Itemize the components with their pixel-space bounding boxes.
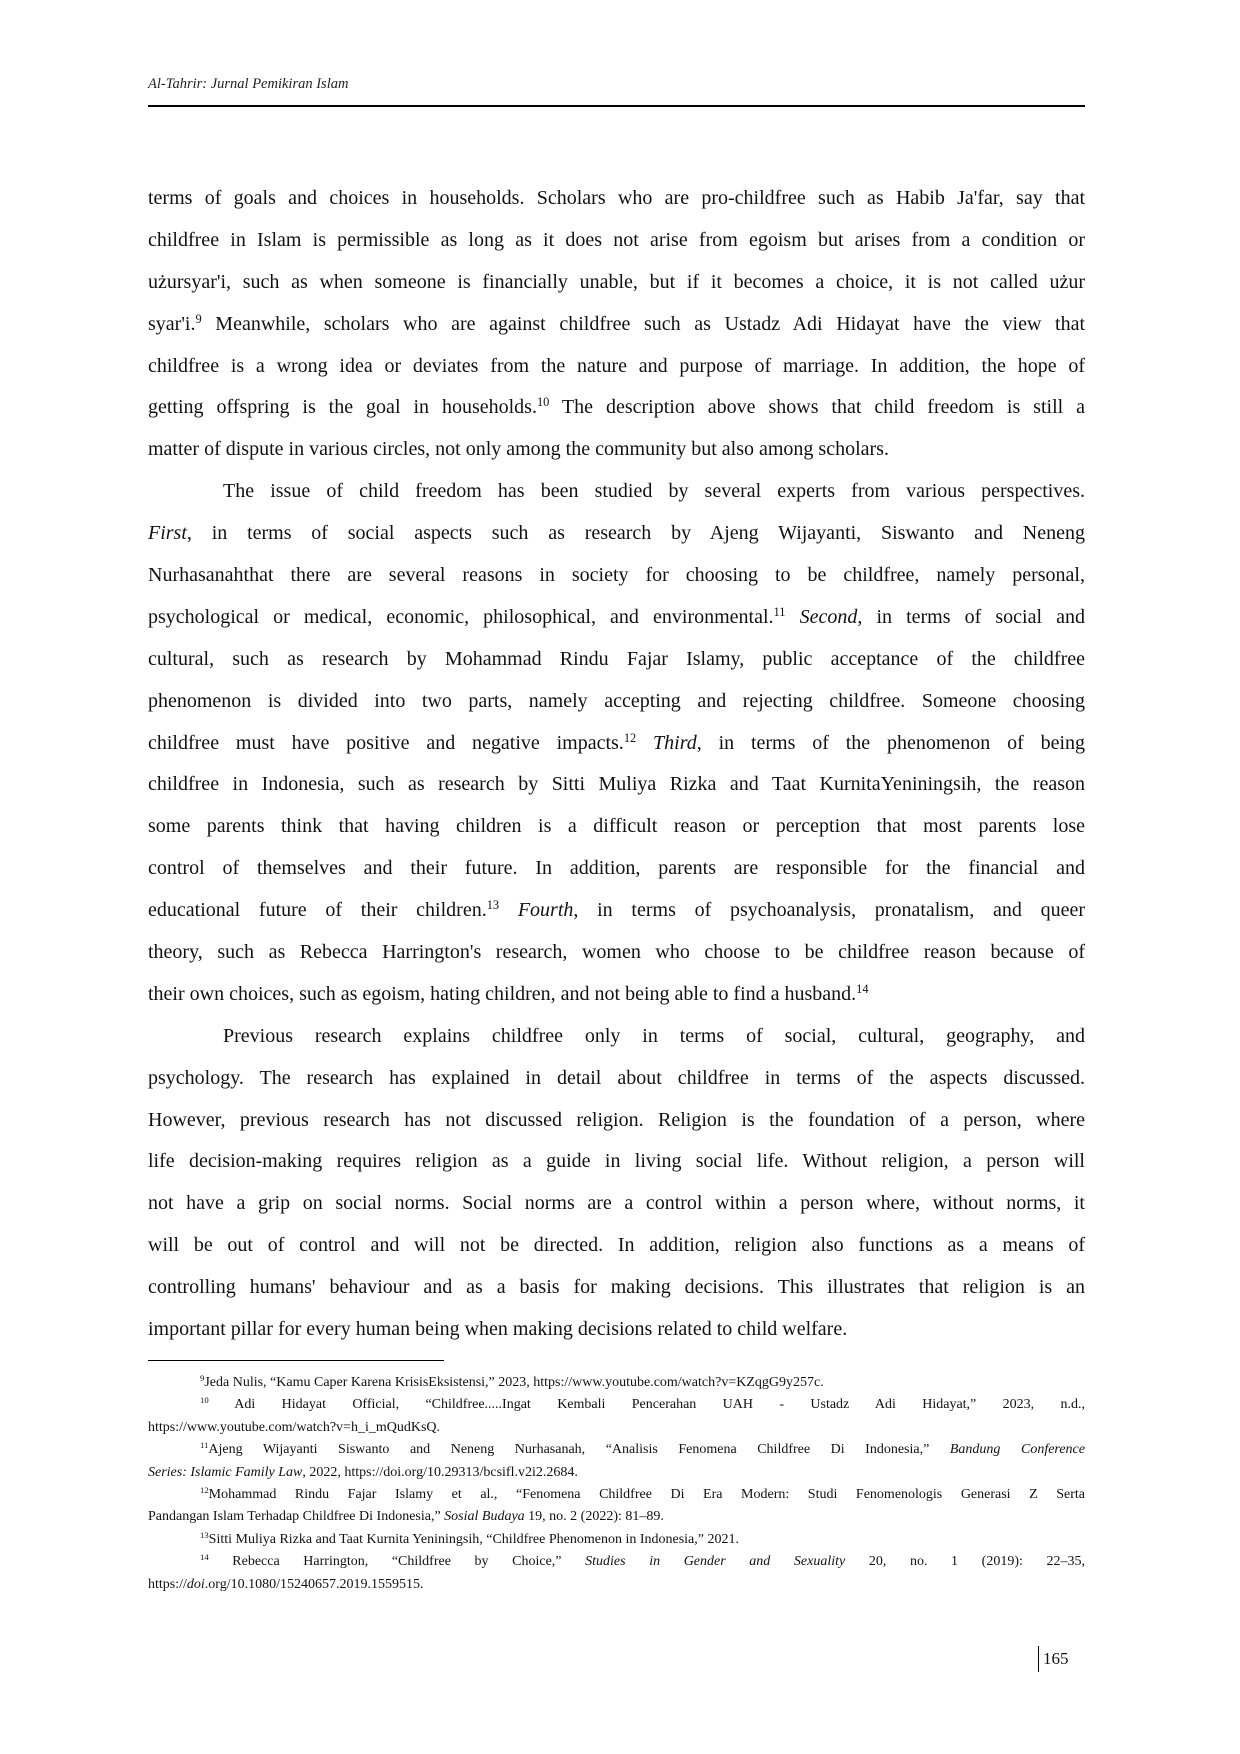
paragraph-line	[148, 1267, 1085, 1309]
footnote	[148, 1372, 1085, 1394]
text-run: Mohammad Rindu Fajar Islamy et al., “Fenomena Childfree Di Era Modern: Studi Fenomenologis Generasi Z Serta	[208, 1486, 1085, 1502]
paragraph-line	[148, 387, 1085, 429]
footnote-line	[148, 1574, 1085, 1596]
footnote-separator	[148, 1360, 444, 1361]
italic-text: Third	[653, 731, 697, 754]
text-run: , in terms of the phenomenon of being	[696, 731, 1086, 754]
paragraph-line	[148, 890, 1085, 932]
italic-text: Series: Islamic Family Law	[148, 1464, 303, 1480]
text-run: https://	[148, 1576, 187, 1592]
header-divider	[148, 105, 1085, 107]
text-run: 19, no. 2 (2022): 81–89.	[524, 1509, 664, 1525]
paragraph-line	[148, 723, 1085, 765]
text-run: użursyar'i, such as when someone is financially unable, but if it becomes a choice, it is not called użur	[148, 270, 1085, 293]
italic-text: First	[148, 522, 187, 545]
text-run: childfree in Indonesia, such as research by Sitti Muliya Rizka and Taat KurnitaYeniningsih, the reason	[148, 773, 1085, 796]
paragraph-line	[148, 848, 1085, 890]
paragraph-line	[148, 262, 1085, 304]
text-run: terms of goals and choices in households. Scholars who are pro-childfree such as Habib Ja'far, say that	[148, 187, 1085, 209]
italic-text: doi	[186, 1576, 205, 1592]
text-run: Ajeng Wijayanti Siswanto and Neneng Nurhasanah, “Analisis Fenomena Childfree Di Indonesia,”	[208, 1442, 950, 1458]
text-run: .org/10.1080/15240657.2019.1559515.	[204, 1576, 424, 1592]
italic-text: Sosial Budaya	[444, 1509, 525, 1525]
text-run: https://www.youtube.com/watch?v=h_i_mQudKsQ.	[148, 1419, 441, 1435]
footnote-line	[148, 1551, 1085, 1573]
text-run: childfree must have positive and negative impacts.	[148, 731, 624, 754]
footnote	[148, 1529, 1085, 1551]
text-run: , in terms of social and	[857, 605, 1086, 628]
footnote-ref: 14	[200, 1552, 209, 1563]
footnote-ref: 10	[536, 395, 550, 410]
footnote-line	[148, 1506, 1085, 1528]
text-run: cultural, such as research by Mohammad Rindu Fajar Islamy, public acceptance of the childfree	[148, 647, 1085, 670]
footnote-ref: 13	[486, 898, 500, 913]
footnote-ref: 12	[623, 730, 637, 745]
footnote-ref: 14	[856, 982, 869, 997]
paragraph-line	[148, 1058, 1085, 1100]
text-run: Nurhasanahthat there are several reasons in society for choosing to be childfree, namely personal,	[148, 564, 1085, 587]
text-run: syar'i.	[148, 312, 196, 335]
text-run: The description above shows that child freedom is still a	[549, 396, 1085, 419]
text-run: Jeda Nulis, “Kamu Caper Karena KrisisEksistensi,” 2023, https://www.youtube.com/watch?v=KZqgG9y257c.	[204, 1375, 824, 1390]
text-run: important pillar for every human being when making decisions related to child welfare.	[148, 1318, 848, 1341]
paragraph-line	[148, 932, 1085, 974]
paragraph-line	[148, 1141, 1085, 1183]
paragraph-line	[148, 429, 1085, 471]
text-run: Rebecca Harrington, “Childfree by Choice,”	[208, 1554, 586, 1570]
text-run: childfree in Islam is permissible as long as it does not arise from egoism but arises from a condition or	[148, 228, 1085, 251]
footnote-ref: 13	[200, 1529, 209, 1540]
text-run: control of themselves and their future. In addition, parents are responsible for the financial and	[148, 857, 1085, 880]
paragraph-line	[148, 1016, 1085, 1058]
footnote	[148, 1394, 1085, 1439]
paragraph-line	[148, 974, 1085, 1016]
italic-text: Second	[799, 605, 858, 628]
text-run: matter of dispute in various circles, not only among the community but also among scholars.	[148, 438, 889, 461]
paragraph-line	[148, 639, 1085, 681]
paragraph-line	[148, 513, 1085, 555]
text-run: The issue of child freedom has been studied by several experts from various perspectives.	[223, 480, 1085, 503]
paragraph-line	[148, 806, 1085, 848]
text-run: getting offspring is the goal in households.	[148, 396, 537, 419]
footnote-line	[148, 1372, 1085, 1394]
paragraph	[148, 1016, 1085, 1351]
footnote-line	[148, 1462, 1085, 1484]
text-run: psychological or medical, economic, philosophical, and environmental.	[148, 605, 774, 628]
paragraph-line	[148, 220, 1085, 262]
paragraph-line	[148, 1100, 1085, 1142]
text-run: psychology. The research has explained in detail about childfree in terms of the aspects discussed.	[148, 1066, 1085, 1089]
text-run: educational future of their children.	[148, 899, 487, 922]
text-run: their own choices, such as egoism, hating children, and not being able to find a husband.	[148, 982, 857, 1005]
paragraph-line	[148, 555, 1085, 597]
footnote-line	[148, 1394, 1085, 1416]
text-run: 20, no. 1 (2019): 22–35,	[845, 1554, 1085, 1570]
footnote-line	[148, 1417, 1085, 1439]
italic-text: Fourth	[517, 899, 574, 922]
footnote-ref: 10	[200, 1395, 209, 1406]
footnote	[148, 1484, 1085, 1529]
paragraph-line	[148, 471, 1085, 513]
paragraph-line	[148, 304, 1085, 346]
paragraph	[148, 178, 1085, 471]
text-run: Adi Hidayat Official, “Childfree.....Ingat Kembali Pencerahan UAH - Ustadz Adi Hidayat,” 2023, n.d.,	[208, 1397, 1085, 1413]
italic-text: Studies in Gender and Sexuality	[585, 1554, 846, 1570]
paragraph-line	[148, 346, 1085, 388]
paragraph-line	[148, 597, 1085, 639]
text-run: life decision-making requires religion as a guide in living social life. Without religion, a person will	[148, 1150, 1085, 1173]
text-run	[499, 899, 518, 921]
paragraph	[148, 471, 1085, 1016]
body-text	[148, 178, 1085, 1351]
footnote-ref: 9	[200, 1373, 205, 1384]
text-run: childfree is a wrong idea or deviates from the nature and purpose of marriage. In addition, the hope of	[148, 354, 1085, 377]
footnote-ref: 9	[195, 311, 202, 326]
italic-text: Bandung Conference	[949, 1442, 1085, 1458]
text-run	[785, 606, 799, 628]
text-run: phenomenon is divided into two parts, namely accepting and rejecting childfree. Someone choosing	[148, 689, 1085, 712]
text-run: However, previous research has not discussed religion. Religion is the foundation of a person, where	[148, 1108, 1085, 1131]
paragraph-line	[148, 1309, 1085, 1351]
footnotes	[148, 1372, 1085, 1596]
page-number: 165	[1038, 1646, 1069, 1672]
text-run: theory, such as Rebecca Harrington's research, women who choose to be childfree reason because of	[148, 941, 1085, 964]
text-run: some parents think that having children is a difficult reason or perception that most parents lose	[148, 815, 1085, 838]
text-run: Previous research explains childfree only in terms of social, cultural, geography, and	[223, 1024, 1085, 1047]
paragraph-line	[148, 681, 1085, 723]
text-run: , in terms of social aspects such as research by Ajeng Wijayanti, Siswanto and Neneng	[186, 522, 1085, 545]
text-run	[636, 732, 653, 754]
footnote-line	[148, 1529, 1085, 1551]
text-run: Sitti Muliya Rizka and Taat Kurnita Yeniningsih, “Childfree Phenomenon in Indonesia,” 2021.	[208, 1531, 739, 1547]
footnote-ref: 11	[773, 605, 786, 620]
text-run: Meanwhile, scholars who are against childfree such as Ustadz Adi Hidayat have the view that	[201, 312, 1085, 335]
footnote	[148, 1551, 1085, 1596]
text-run: Pandangan Islam Terhadap Childfree Di Indonesia,”	[148, 1509, 445, 1525]
paragraph-line	[148, 178, 1085, 220]
text-run: , in terms of psychoanalysis, pronatalism, and queer	[573, 899, 1085, 922]
footnote-ref: 12	[200, 1485, 209, 1496]
text-run: will be out of control and will not be directed. In addition, religion also functions as a means of	[148, 1234, 1085, 1257]
footnote-line	[148, 1439, 1085, 1461]
running-header: Al-Tahrir: Jurnal Pemikiran Islam	[148, 76, 349, 92]
paragraph-line	[148, 764, 1085, 806]
paragraph-line	[148, 1183, 1085, 1225]
text-run: , 2022, https://doi.org/10.29313/bcsifl.v2i2.2684.	[302, 1464, 578, 1480]
text-run: controlling humans' behaviour and as a basis for making decisions. This illustrates that religion is an	[148, 1276, 1085, 1299]
footnote-ref: 11	[200, 1440, 209, 1451]
paragraph-line	[148, 1225, 1085, 1267]
footnote-line	[148, 1484, 1085, 1506]
footnote	[148, 1439, 1085, 1484]
text-run: not have a grip on social norms. Social norms are a control within a person where, without norms, it	[148, 1192, 1085, 1215]
